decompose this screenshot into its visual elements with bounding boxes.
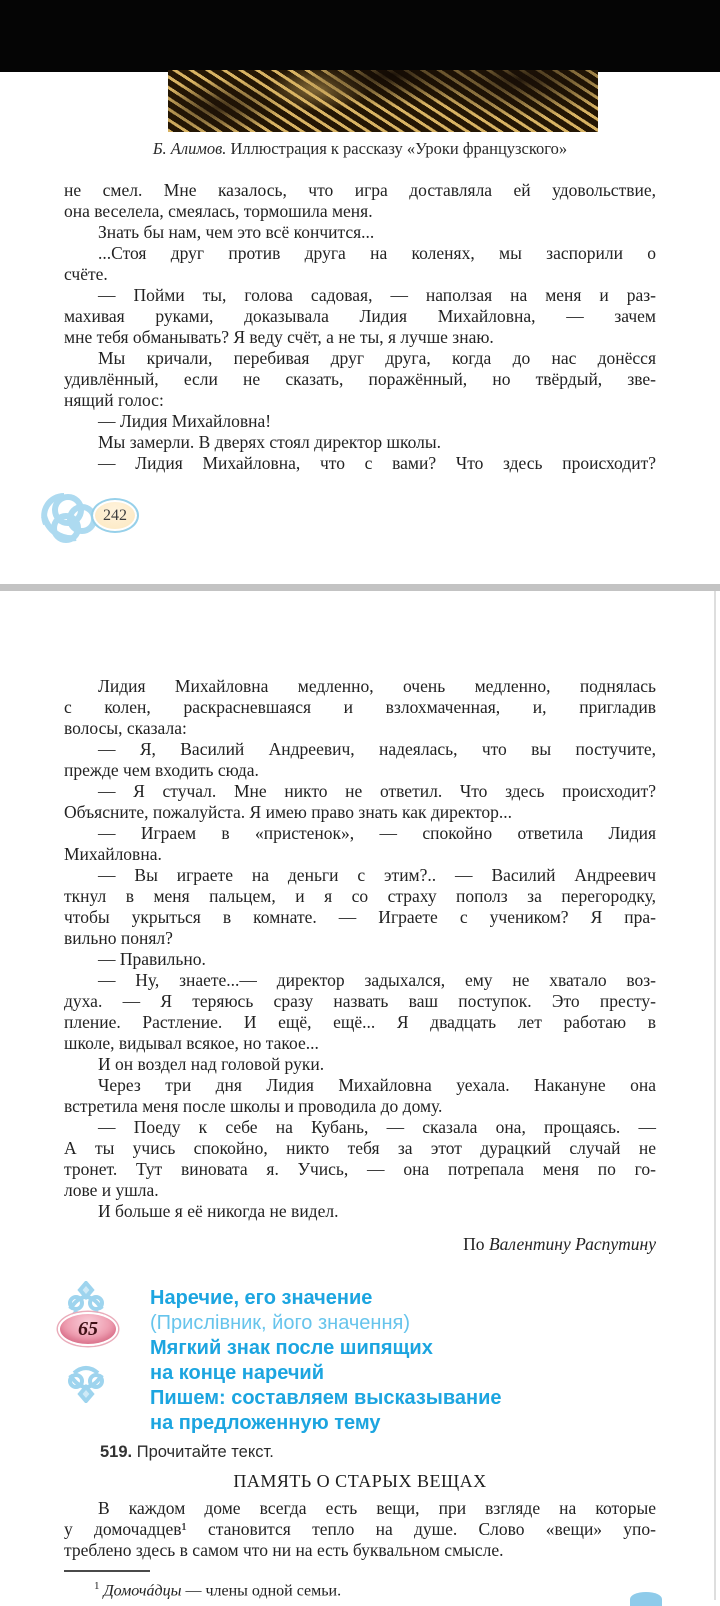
footnote-term: Домочáдцы	[103, 1582, 182, 1600]
section-heading-line: на конце наречий	[150, 1362, 325, 1384]
page-right-edge	[714, 591, 716, 1600]
text-line: с колен, раскрасневшаяся и взлохмаченная, и, пригладив	[64, 697, 656, 717]
text-line: — Поеду к себе на Кубань, — сказала она, прощаясь. —	[98, 1117, 656, 1137]
text-line: не смел. Мне казалось, что игра доставляла ей удовольствие,	[64, 180, 656, 200]
text-line: И он воздел над головой руки.	[98, 1054, 325, 1074]
story-illustration	[168, 70, 598, 132]
exercise-label	[100, 1443, 656, 1462]
text-line: В каждом доме всегда есть вещи, при взгляде на которые	[98, 1498, 656, 1518]
illustration-caption	[0, 139, 720, 159]
footnote-rule	[64, 1570, 150, 1572]
text-line: удивлённый, если не сказать, поражённый, но твёрдый, зве-	[64, 369, 656, 389]
reading-text	[64, 1498, 656, 1561]
text-line: Михайловна.	[64, 844, 162, 864]
exercise-task: Прочитайте текст.	[132, 1443, 274, 1461]
footnote-sup: 1	[94, 1580, 100, 1592]
text-line: вильно понял?	[64, 928, 173, 948]
section-heading-line: (Прислівник, його значення)	[150, 1312, 410, 1334]
text-line: волосы, сказала:	[64, 718, 187, 738]
text-line: — Играем в «пристенок», — спокойно ответила Лидия	[98, 823, 656, 843]
section-heading-line: Наречие, его значение	[150, 1287, 373, 1309]
text-line: лове и ушла.	[64, 1180, 159, 1200]
text-line: чтобы укрыться в комнате. — Играете с учеником? Я пра-	[64, 907, 656, 927]
attribution-name: Валентину Распутину	[488, 1234, 656, 1254]
text-line: — Лидия Михайловна!	[98, 411, 272, 431]
text-line: счёте.	[64, 264, 108, 284]
page-separator	[0, 584, 720, 591]
text-line: И больше я её никогда не видел.	[98, 1201, 339, 1221]
story-text-continued	[64, 676, 656, 1222]
section-heading-line: Пишем: составляем высказывание	[150, 1387, 502, 1409]
page-number: 242	[103, 506, 127, 524]
text-line: треблено здесь в самом что ни на есть буквальном смысле.	[64, 1540, 504, 1560]
text-line: — Ну, знаете...— директор задыхался, ему не хватало воз-	[98, 970, 656, 990]
top-black-banner	[0, 0, 720, 72]
section-heading-line: на предложенную тему	[150, 1412, 381, 1434]
text-line: — Я, Василий Андреевич, надеялась, что вы постучите,	[98, 739, 656, 759]
exercise-number: 519.	[100, 1443, 133, 1461]
footnote-rest: — члены одной семьи.	[181, 1582, 342, 1600]
text-line: Мы замерли. В дверях стоял директор школы.	[98, 432, 441, 452]
caption-text: Иллюстрация к рассказу «Уроки французского»	[226, 139, 568, 158]
section-badge	[58, 1312, 118, 1346]
text-line: — Лидия Михайловна, что с вами? Что здесь происходит?	[98, 453, 656, 473]
decor-blob	[630, 1592, 662, 1606]
text-line: — Я стучал. Мне никто не ответил. Что здесь происходит?	[98, 781, 656, 801]
story-text-page-242	[64, 180, 656, 474]
text-line: нящий голос:	[64, 390, 164, 410]
text-line: Объясните, пожалуйста. Я имею право знать как директор...	[64, 802, 512, 822]
text-line: — Правильно.	[98, 949, 206, 969]
text-line: ткнул в меня пальцем, и я со страху пополз за перегородку,	[64, 886, 656, 906]
text-line: у домочадцев¹ становится тепло на душе. Слово «вещи» упо-	[64, 1519, 656, 1539]
text-line: школе, видывал всякое, но такое...	[64, 1033, 319, 1053]
text-line: — Вы играете на деньги с этим?.. — Василий Андреевич	[98, 865, 656, 885]
text-line: махивая руками, доказывала Лидия Михайловна, — зачем	[64, 306, 656, 326]
text-line: А ты учись спокойно, никто тебя за этот дурацкий случай не	[64, 1138, 656, 1158]
text-line: Через три дня Лидия Михайловна уехала. Накануне она	[98, 1075, 656, 1095]
text-line: тронет. Тут виновата я. Учись, — она потрепала меня по го-	[64, 1159, 656, 1179]
caption-author: Б. Алимов.	[152, 139, 227, 158]
text-line: пление. Растление. И ещё, ещё... Я двадцать лет работаю в	[64, 1012, 656, 1032]
text-line: встретила меня после школы и проводила до дому.	[64, 1096, 443, 1116]
text-line: мне тебя обманывать? Я веду счёт, а не ты, я лучше знаю.	[64, 327, 494, 347]
footnote	[64, 1576, 656, 1600]
attribution	[64, 1234, 656, 1255]
page-number-badge	[91, 498, 139, 533]
text-line: — Пойми ты, голова садовая, — наползая на меня и раз-	[98, 285, 656, 305]
text-line: Знать бы нам, чем это всё кончится...	[98, 222, 375, 242]
attribution-prefix: По	[463, 1234, 489, 1254]
reading-title: ПАМЯТЬ О СТАРЫХ ВЕЩАХ	[233, 1471, 487, 1491]
section-heading-line: Мягкий знак после шипящих	[150, 1337, 433, 1359]
text-line: она веселела, смеялась, тормошила меня.	[64, 201, 373, 221]
text-line: Лидия Михайловна медленно, очень медленно, поднялась	[98, 676, 656, 696]
section-heading	[150, 1286, 690, 1436]
text-line: Мы кричали, перебивая друг друга, когда до нас донёсся	[98, 348, 656, 368]
section-number: 65	[78, 1317, 98, 1340]
text-line: ...Стоя друг против друга на коленях, мы заспорили о	[98, 243, 656, 263]
text-line: духа. — Я теряюсь сразу назвать ваш поступок. Это престу-	[64, 991, 656, 1011]
text-line: прежде чем входить сюда.	[64, 760, 259, 780]
